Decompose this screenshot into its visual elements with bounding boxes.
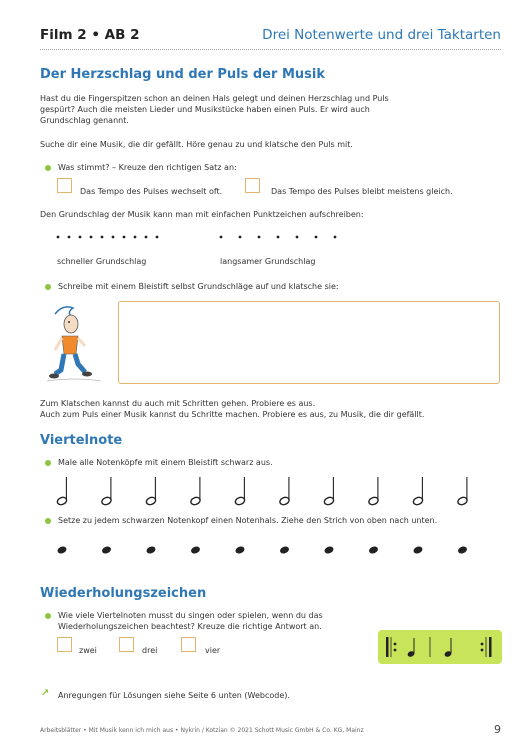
slow-beat-dots	[218, 232, 343, 242]
fast-beat-dots	[55, 232, 165, 242]
task-schreibe: Schreibe mit einem Bleistift selbst Grundschläge auf und klatsche sie:	[58, 282, 339, 291]
notehead[interactable]	[368, 545, 379, 555]
notehead[interactable]	[412, 545, 423, 555]
half-note[interactable]	[457, 477, 468, 506]
half-note[interactable]	[234, 477, 245, 506]
notehead[interactable]	[101, 545, 112, 555]
answer-zwei: zwei	[79, 646, 97, 655]
notehead[interactable]	[457, 545, 468, 555]
half-note[interactable]	[279, 477, 290, 506]
half-note[interactable]	[190, 477, 201, 506]
intro-line-3: Grundschlag genannt.	[40, 116, 129, 125]
search-instruction: Suche dir eine Musik, die dir gefällt. Höre genau zu und klatsche den Puls mit.	[40, 140, 353, 149]
bullet	[45, 165, 51, 171]
bullet	[45, 518, 51, 524]
walking-character-illustration	[45, 302, 105, 384]
footer-copyright: Arbeitsblätter • Mit Musik kenn ich mich aus • Nykrin / Kotzian © 2021 Schott Music GmbH & Co. KG, Mainz	[40, 727, 364, 734]
half-note[interactable]	[145, 477, 156, 506]
page-number: 9	[494, 723, 501, 736]
task-wie-viele-line-2: Wiederholungszeichen beachtest? Kreuze die richtige Antwort an.	[58, 622, 322, 631]
notehead[interactable]	[323, 545, 334, 555]
hint-text: Anregungen für Lösungen siehe Seite 6 unten (Webcode).	[58, 691, 290, 700]
answer-vier: vier	[205, 646, 221, 655]
option-1-label: Das Tempo des Pulses wechselt oft.	[80, 187, 223, 196]
repeat-sign-notation	[378, 630, 502, 664]
slow-beat-label: langsamer Grundschlag	[220, 257, 316, 266]
steps-line-2: Auch zum Puls einer Musik kannst du Schritte machen. Probiere es aus, zu Musik, die dir gefällt.	[40, 410, 425, 419]
grundschlag-text: Den Grundschlag der Musik kann man mit einfachen Punktzeichen aufschreiben:	[40, 210, 364, 219]
half-note[interactable]	[101, 477, 112, 506]
checkbox-zwei[interactable]	[57, 637, 72, 652]
section-title-wiederholung: Wiederholungszeichen	[40, 586, 207, 601]
checkbox-option-1[interactable]	[57, 178, 72, 193]
worksheet-id: Film 2 • AB 2	[40, 27, 140, 43]
worksheet-topic: Drei Notenwerte und drei Taktarten	[262, 27, 501, 43]
intro-line-1: Hast du die Fingerspitzen schon an deinen Hals gelegt und deinen Herzschlag und Puls	[40, 94, 389, 103]
notehead[interactable]	[56, 545, 67, 555]
intro-line-2: gespürt? Auch die meisten Lieder und Musikstücke haben einen Puls. Er wird auch	[40, 105, 370, 114]
fast-beat-label: schneller Grundschlag	[57, 257, 147, 266]
checkbox-drei[interactable]	[119, 637, 134, 652]
bullet	[45, 284, 51, 290]
checkbox-option-2[interactable]	[245, 178, 260, 193]
steps-line-1: Zum Klatschen kannst du auch mit Schritten gehen. Probiere es aus.	[40, 399, 316, 408]
task-wie-viele-line-1: Wie viele Viertelnoten musst du singen oder spielen, wenn du das	[58, 611, 323, 620]
checkbox-vier[interactable]	[181, 637, 196, 652]
section-title-viertelnote: Viertelnote	[40, 433, 123, 448]
half-note[interactable]	[323, 477, 334, 506]
half-notes-row[interactable]	[40, 472, 490, 510]
option-2-label: Das Tempo des Pulses bleibt meistens gleich.	[271, 187, 453, 196]
notehead[interactable]	[234, 545, 245, 555]
notehead[interactable]	[190, 545, 201, 555]
task-was-stimmt: Was stimmt? – Kreuze den richtigen Satz an:	[58, 163, 237, 172]
half-note[interactable]	[412, 477, 423, 506]
bullet	[45, 460, 51, 466]
hint-arrow-icon: ↗	[41, 688, 50, 699]
noteheads-row[interactable]	[40, 540, 490, 560]
section-title-herzschlag: Der Herzschlag und der Puls der Musik	[40, 67, 325, 82]
half-note[interactable]	[56, 477, 67, 506]
task-setze: Setze zu jedem schwarzen Notenkopf einen Notenhals. Ziehe den Strich von oben nach unten.	[58, 516, 438, 525]
task-male: Male alle Notenköpfe mit einem Bleistift schwarz aus.	[58, 458, 273, 467]
half-note[interactable]	[368, 477, 379, 506]
notehead[interactable]	[145, 545, 156, 555]
bullet	[45, 613, 51, 619]
beat-writing-area[interactable]	[118, 301, 500, 384]
notehead[interactable]	[279, 545, 290, 555]
answer-drei: drei	[142, 646, 158, 655]
header-divider	[40, 49, 501, 50]
